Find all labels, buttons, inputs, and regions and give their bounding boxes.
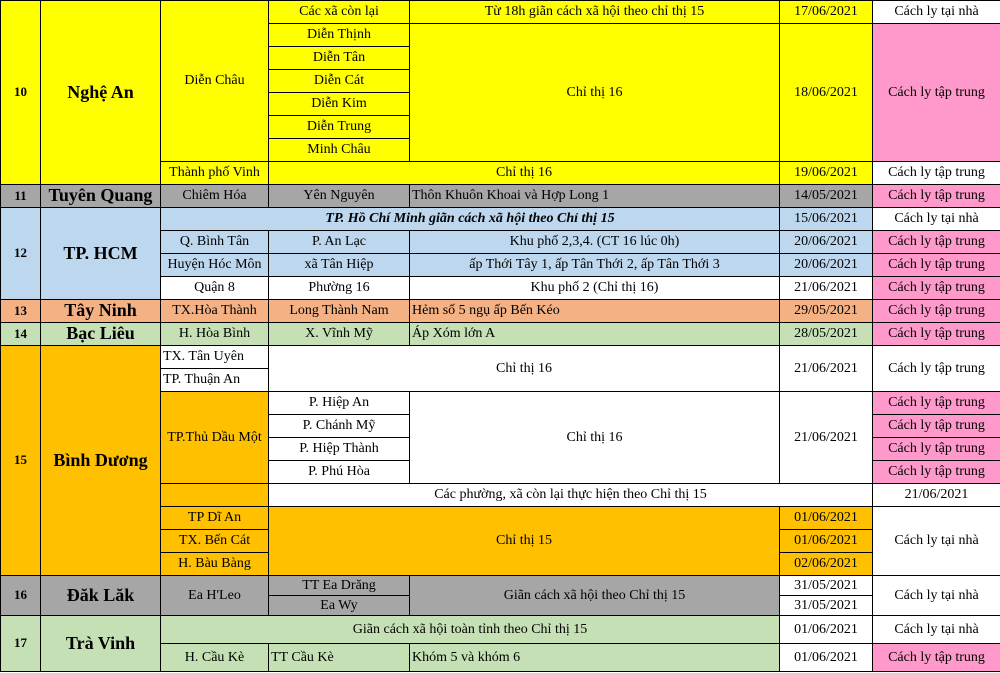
quarantine-type-cell: Cách ly tập trung [873, 300, 1000, 323]
date-cell: 31/05/2021 [780, 576, 873, 596]
province-name: Tây Ninh [41, 300, 161, 323]
district-cell: Q. Bình Tân [161, 231, 269, 254]
commune-cell: X. Vĩnh Mỹ [269, 323, 410, 346]
commune-cell: xã Tân Hiệp [269, 254, 410, 277]
area-cell: ấp Thới Tây 1, ấp Tân Thới 2, ấp Tân Thới 3 [410, 254, 780, 277]
commune-cell: P. Hiệp Thành [269, 438, 410, 461]
measure-cell: Chỉ thị 16 [269, 162, 780, 185]
date-cell: 01/06/2021 [780, 616, 873, 644]
commune-cell: Minh Châu [269, 139, 410, 162]
province-number: 10 [1, 1, 41, 185]
commune-cell: Diễn Tân [269, 47, 410, 70]
date-cell: 01/06/2021 [780, 530, 873, 553]
province-number: 17 [1, 616, 41, 672]
province-name: Bình Dương [41, 346, 161, 576]
measure-cell: Chỉ thị 16 [410, 392, 780, 484]
province-name: Trà Vinh [41, 616, 161, 672]
district-cell: H. Cầu Kè [161, 644, 269, 672]
province-name: TP. HCM [41, 208, 161, 300]
district-cell: H. Hòa Bình [161, 323, 269, 346]
quarantine-type-cell: Cách ly tại nhà [873, 507, 1000, 576]
quarantine-type-cell: Cách ly tập trung [873, 415, 1000, 438]
date-cell: 01/06/2021 [780, 507, 873, 530]
commune-cell: Các xã còn lại [269, 1, 410, 24]
quarantine-type-cell: Cách ly tập trung [873, 277, 1000, 300]
date-cell: 19/06/2021 [780, 162, 873, 185]
province-name: Nghệ An [41, 1, 161, 185]
province-number: 12 [1, 208, 41, 300]
commune-cell: Diễn Trung [269, 116, 410, 139]
district-cell [161, 484, 269, 507]
quarantine-type-cell: Cách ly tập trung [873, 185, 1000, 208]
district-cell: Quận 8 [161, 277, 269, 300]
date-cell: 20/06/2021 [780, 231, 873, 254]
commune-cell: TT Cầu Kè [269, 644, 410, 672]
date-cell: 31/05/2021 [780, 596, 873, 616]
province-number: 15 [1, 346, 41, 576]
date-cell: 02/06/2021 [780, 553, 873, 576]
quarantine-type-cell: Cách ly tại nhà [873, 1, 1000, 24]
district-cell: Ea H'Leo [161, 576, 269, 616]
measure-cell: Chỉ thị 16 [269, 346, 780, 392]
area-cell: Hẻm số 5 ngụ ấp Bến Kéo [410, 300, 780, 323]
district-cell: TP Dĩ An [161, 507, 269, 530]
province-name: Bạc Liêu [41, 323, 161, 346]
quarantine-type-cell: Cách ly tập trung [873, 644, 1000, 672]
date-cell: 28/05/2021 [780, 323, 873, 346]
measure-cell: Giãn cách xã hội theo Chỉ thị 15 [410, 576, 780, 616]
quarantine-type-cell: Cách ly tập trung [873, 438, 1000, 461]
quarantine-type-cell: Cách ly tập trung [873, 392, 1000, 415]
date-cell: 29/05/2021 [780, 300, 873, 323]
province-name: Đăk Lăk [41, 576, 161, 616]
date-cell: 18/06/2021 [780, 24, 873, 162]
province-name: Tuyên Quang [41, 185, 161, 208]
district-cell: TX.Hòa Thành [161, 300, 269, 323]
measure-cell: Chỉ thị 16 [410, 24, 780, 162]
commune-cell: Diễn Kim [269, 93, 410, 116]
quarantine-type-cell: Cách ly tập trung [873, 254, 1000, 277]
area-cell: Thôn Khuôn Khoai và Hợp Long 1 [410, 185, 780, 208]
commune-cell: P. Chánh Mỹ [269, 415, 410, 438]
measure-cell: Chỉ thị 15 [269, 507, 780, 576]
quarantine-type-cell: Cách ly tập trung [873, 162, 1000, 185]
area-cell: Áp Xóm lớn A [410, 323, 780, 346]
quarantine-type-cell: Cách ly tập trung [873, 323, 1000, 346]
district-cell: TP. Thuận An [161, 369, 269, 392]
area-cell: Khu phố 2 (Chỉ thị 16) [410, 277, 780, 300]
measure-cell: TP. Hồ Chí Minh giãn cách xã hội theo Chỉ thị 15 [161, 208, 780, 231]
province-number: 16 [1, 576, 41, 616]
commune-cell: Ea Wy [269, 596, 410, 616]
quarantine-type-cell: Cách ly tại nhà [873, 616, 1000, 644]
commune-cell: P. Phú Hòa [269, 461, 410, 484]
quarantine-type-cell: Cách ly tập trung [873, 231, 1000, 254]
quarantine-type-cell: Cách ly tập trung [873, 346, 1000, 392]
date-cell: 14/05/2021 [780, 185, 873, 208]
date-cell: 20/06/2021 [780, 254, 873, 277]
commune-cell: Diễn Cát [269, 70, 410, 93]
quarantine-type-cell: Cách ly tại nhà [873, 576, 1000, 616]
commune-cell: P. An Lạc [269, 231, 410, 254]
district-cell: TP.Thủ Dầu Một [161, 392, 269, 484]
province-number: 13 [1, 300, 41, 323]
district-cell: Diễn Châu [161, 1, 269, 162]
district-cell: Chiêm Hóa [161, 185, 269, 208]
date-cell: 21/06/2021 [780, 346, 873, 392]
measure-cell: Từ 18h giãn cách xã hội theo chỉ thị 15 [410, 1, 780, 24]
province-number: 14 [1, 323, 41, 346]
district-cell: H. Bàu Bàng [161, 553, 269, 576]
district-cell: TX. Bến Cát [161, 530, 269, 553]
commune-cell: Diễn Thịnh [269, 24, 410, 47]
province-number: 11 [1, 185, 41, 208]
quarantine-type-cell: Cách ly tập trung [873, 461, 1000, 484]
commune-cell: Yên Nguyên [269, 185, 410, 208]
commune-cell: TT Ea Drăng [269, 576, 410, 596]
commune-cell: Phường 16 [269, 277, 410, 300]
measure-cell: Các phường, xã còn lại thực hiện theo Chỉ thị 15 [269, 484, 873, 507]
date-cell: 21/06/2021 [780, 392, 873, 484]
date-cell: 21/06/2021 [780, 277, 873, 300]
quarantine-type-cell: Cách ly tại nhà [873, 208, 1000, 231]
date-cell: 21/06/2021 [873, 484, 1000, 507]
commune-cell: Long Thành Nam [269, 300, 410, 323]
district-cell: Thành phố Vinh [161, 162, 269, 185]
date-cell: 15/06/2021 [780, 208, 873, 231]
date-cell: 17/06/2021 [780, 1, 873, 24]
quarantine-type-cell: Cách ly tập trung [873, 24, 1000, 162]
date-cell: 01/06/2021 [780, 644, 873, 672]
district-cell: Huyện Hóc Môn [161, 254, 269, 277]
area-cell: Khóm 5 và khóm 6 [410, 644, 780, 672]
measure-cell: Giãn cách xã hội toàn tỉnh theo Chỉ thị 15 [161, 616, 780, 644]
area-cell: Khu phố 2,3,4. (CT 16 lúc 0h) [410, 231, 780, 254]
district-cell: TX. Tân Uyên [161, 346, 269, 369]
commune-cell: P. Hiệp An [269, 392, 410, 415]
